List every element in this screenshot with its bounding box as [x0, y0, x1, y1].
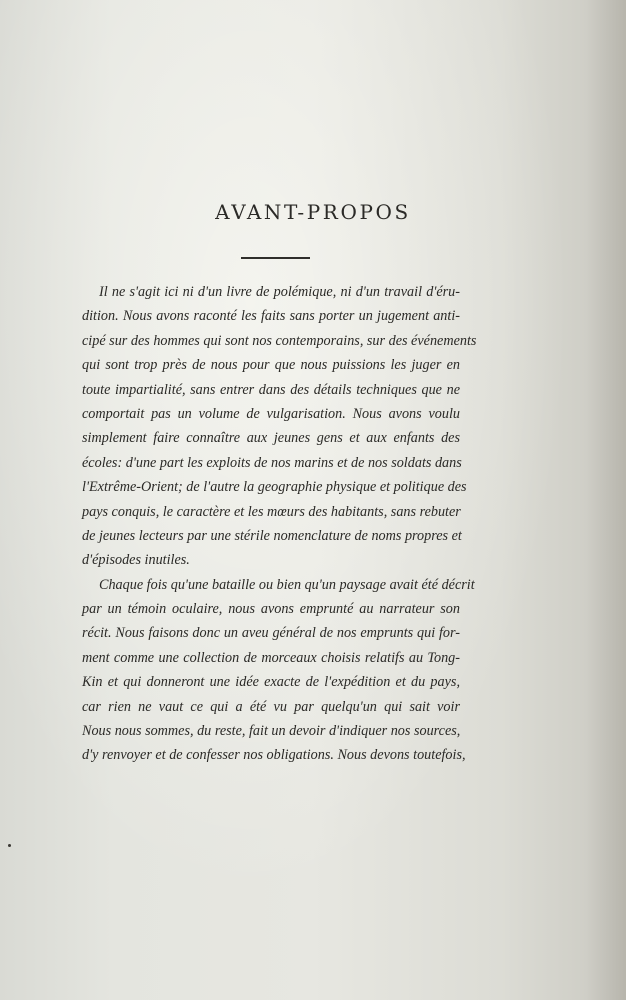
text-line: simplement faire connaître aux jeunes gens et aux enfants des: [82, 430, 460, 447]
text-line: Chaque fois qu'une bataille ou bien qu'un paysage avait été décrit: [99, 576, 475, 593]
text-line: qui sont trop près de nous pour que nous puissions les juger en: [82, 357, 460, 374]
text-line: l'Extrême-Orient; de l'autre la geographie physique et politique des: [82, 479, 467, 496]
text-line: cipé sur des hommes qui sont nos contemporains, sur des événements: [82, 332, 477, 349]
text-line: Nous nous sommes, du reste, fait un devoir d'indiquer nos sources,: [82, 723, 461, 740]
text-line: écoles: d'une part les exploits de nos marins et de nos soldats dans: [82, 454, 462, 471]
text-line: récit. Nous faisons donc un aveu général de nos emprunts qui for-: [82, 625, 460, 642]
text-line: d'y renvoyer et de confesser nos obligations. Nous devons toutefois,: [82, 747, 466, 764]
text-line: car rien ne vaut ce qui a été vu par quelqu'un qui sait voir: [82, 698, 460, 715]
text-line: de jeunes lecteurs par une stérile nomenclature de noms propres et: [82, 527, 462, 544]
title-rule: [241, 257, 310, 259]
text-line: Il ne s'agit ici ni d'un livre de polémique, ni d'un travail d'éru-: [99, 284, 460, 300]
text-line: ment comme une collection de morceaux choisis relatifs au Tong-: [82, 649, 460, 666]
body-text: [82, 280, 477, 768]
text-line: Kin et qui donneront une idée exacte de l'expédition et du pays,: [82, 674, 460, 691]
text-line: d'épisodes inutiles.: [82, 552, 190, 569]
page-title: AVANT-PROPOS: [215, 200, 411, 224]
ink-speck: [8, 844, 11, 847]
text-line: comportait pas un volume de vulgarisation. Nous avons voulu: [82, 405, 460, 422]
text-line: par un témoin oculaire, nous avons emprunté au narrateur son: [82, 601, 460, 618]
text-line: pays conquis, le caractère et les mœurs des habitants, sans rebuter: [82, 503, 461, 520]
text-line: toute impartialité, sans entrer dans des détails techniques que ne: [82, 381, 460, 398]
text-line: dition. Nous avons raconté les faits sans porter un jugement anti-: [82, 308, 460, 325]
